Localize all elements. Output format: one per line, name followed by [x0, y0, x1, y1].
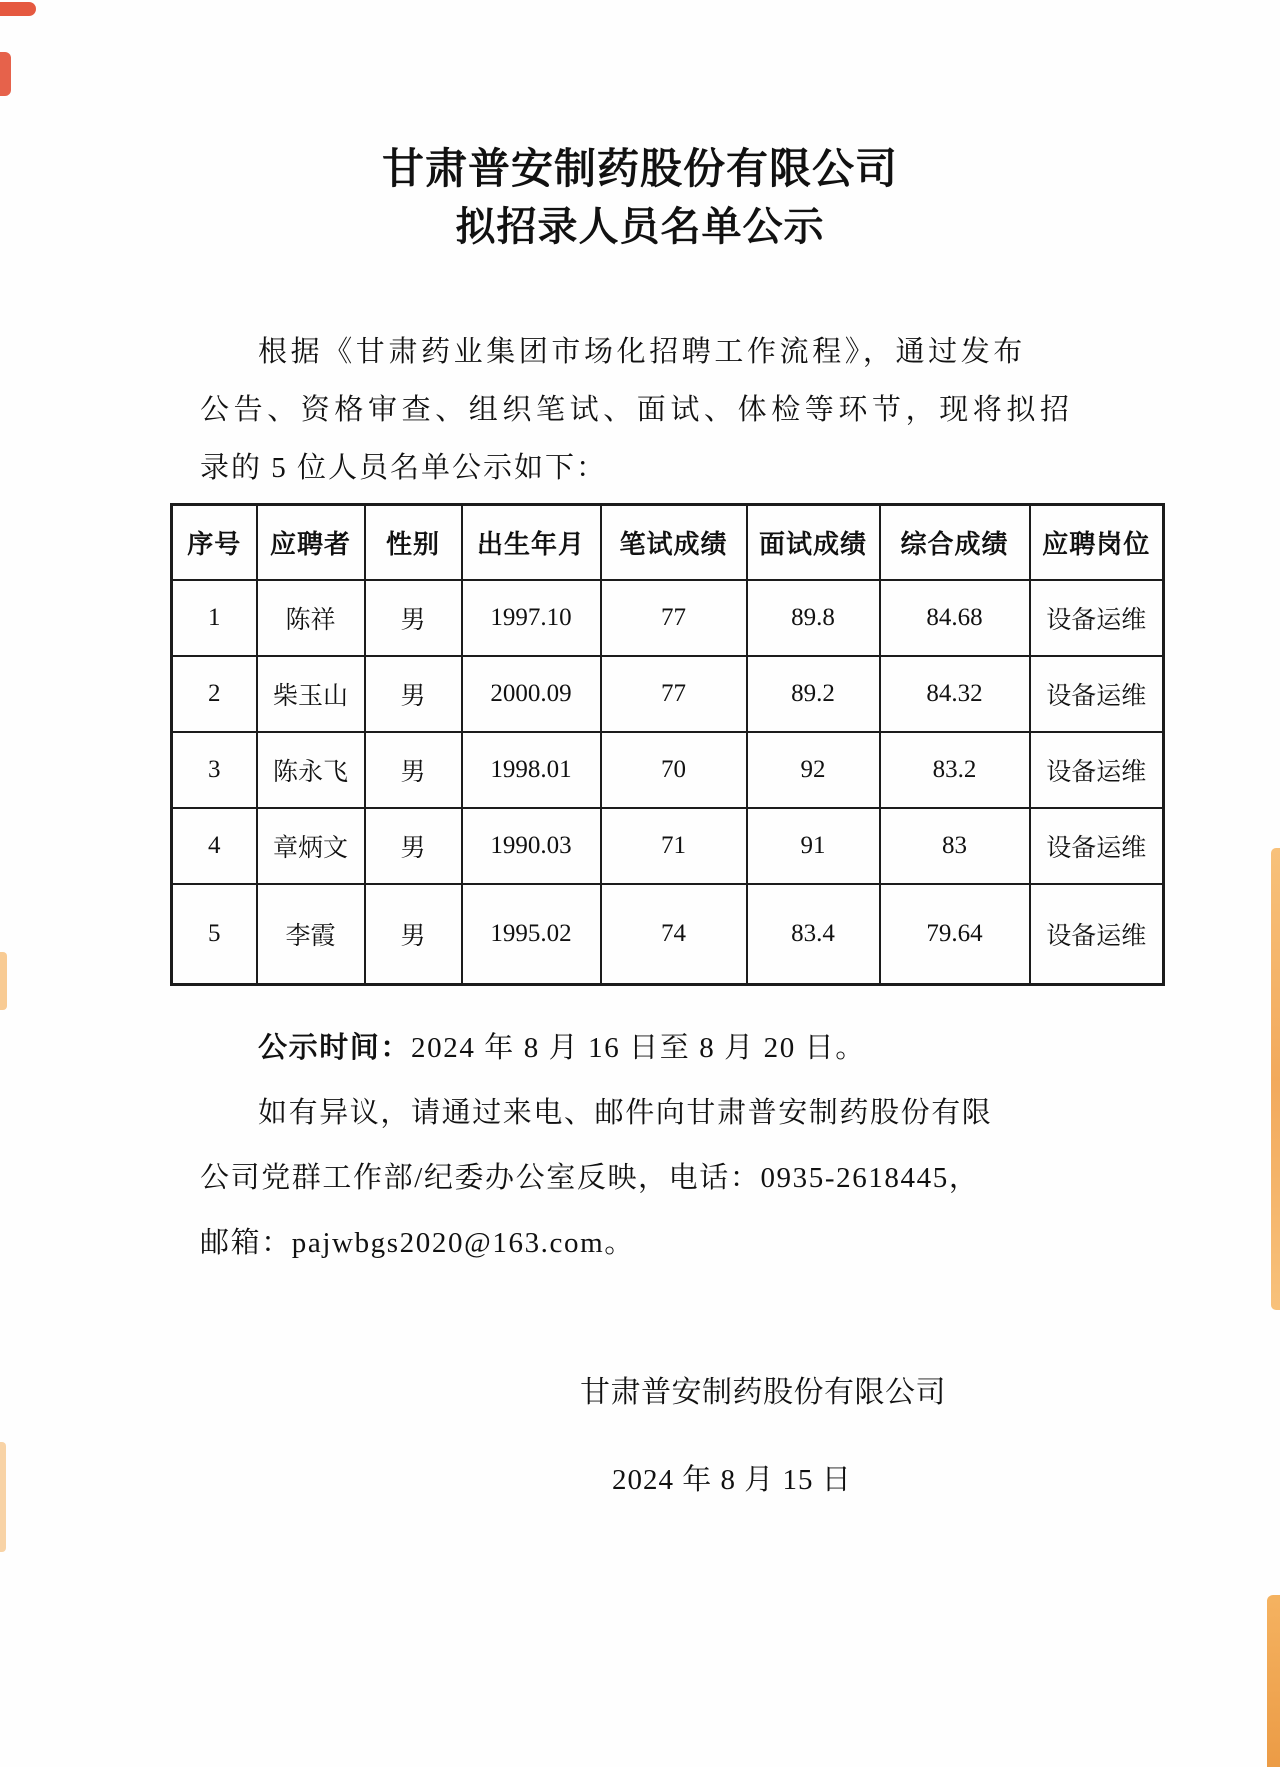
scan-artifact-top-left-1 [0, 2, 36, 16]
cell-seq: 2 [172, 656, 257, 732]
cell-written-score: 70 [601, 732, 747, 808]
scan-artifact-right-middle [1271, 848, 1280, 1310]
cell-gender: 男 [365, 884, 462, 985]
cell-written-score: 77 [601, 656, 747, 732]
doc-title-subject: 拟招录人员名单公示 [455, 204, 825, 249]
intro-line: 公告、资格审查、组织笔试、面试、体检等环节，现将拟招 [200, 394, 1074, 426]
cell-gender: 男 [365, 580, 462, 656]
cell-applicant: 柴玉山 [257, 656, 365, 732]
publicity-period-line [200, 1016, 1060, 1081]
cell-overall-score: 83 [880, 808, 1030, 884]
publicity-period-label: 公示时间： [258, 1032, 412, 1064]
header-cell-interview-score: 面试成绩 [747, 505, 880, 581]
cell-position: 设备运维 [1030, 732, 1164, 808]
cell-gender: 男 [365, 656, 462, 732]
cell-position: 设备运维 [1030, 656, 1164, 732]
header-cell-position: 应聘岗位 [1030, 505, 1164, 581]
intro-line: 录的 5 位人员名单公示如下： [200, 452, 608, 484]
scan-artifact-top-left-2 [0, 52, 11, 96]
cell-birth: 2000.09 [462, 656, 601, 732]
cell-interview-score: 91 [747, 808, 880, 884]
cell-birth: 1998.01 [462, 732, 601, 808]
signature-company: 甘肃普安制药股份有限公司 [580, 1376, 946, 1409]
cell-interview-score: 89.2 [747, 656, 880, 732]
cell-applicant: 李霞 [257, 884, 365, 985]
signature-block [0, 1371, 1280, 1501]
cell-applicant: 章炳文 [257, 808, 365, 884]
objection-line: 公司党群工作部/纪委办公室反映，电话：0935-2618445， [200, 1162, 980, 1194]
cell-seq: 1 [172, 580, 257, 656]
table-row [172, 808, 1164, 884]
objection-line: 如有异议，请通过来电、邮件向甘肃普安制药股份有限 [258, 1097, 993, 1129]
publicity-period-value: 2024 年 8 月 16 日至 8 月 20 日。 [411, 1032, 866, 1064]
header-cell-written-score: 笔试成绩 [601, 505, 747, 581]
header-cell-seq: 序号 [172, 505, 257, 581]
cell-position: 设备运维 [1030, 580, 1164, 656]
cell-seq: 5 [172, 884, 257, 985]
cell-applicant: 陈祥 [257, 580, 365, 656]
signature-date: 2024 年 8 月 15 日 [612, 1464, 852, 1496]
cell-position: 设备运维 [1030, 808, 1164, 884]
intro-paragraph [200, 323, 1074, 497]
header-cell-overall-score: 综合成绩 [880, 505, 1030, 581]
notice-block [200, 1016, 1060, 1276]
table-row [172, 656, 1164, 732]
cell-overall-score: 79.64 [880, 884, 1030, 985]
cell-overall-score: 83.2 [880, 732, 1030, 808]
cell-interview-score: 92 [747, 732, 880, 808]
candidate-roster-table [170, 503, 1165, 986]
cell-written-score: 77 [601, 580, 747, 656]
table-row [172, 732, 1164, 808]
table-row [172, 884, 1164, 985]
scan-artifact-right-bottom [1267, 1595, 1280, 1767]
header-cell-birth: 出生年月 [462, 505, 601, 581]
table-row [172, 580, 1164, 656]
cell-applicant: 陈永飞 [257, 732, 365, 808]
cell-gender: 男 [365, 732, 462, 808]
cell-overall-score: 84.68 [880, 580, 1030, 656]
cell-birth: 1995.02 [462, 884, 601, 985]
doc-title-company: 甘肃普安制药股份有限公司 [381, 147, 898, 193]
cell-birth: 1997.10 [462, 580, 601, 656]
cell-written-score: 74 [601, 884, 747, 985]
header-cell-applicant: 应聘者 [257, 505, 365, 581]
cell-written-score: 71 [601, 808, 747, 884]
scan-artifact-left-middle [0, 952, 7, 1010]
cell-seq: 4 [172, 808, 257, 884]
cell-interview-score: 83.4 [747, 884, 880, 985]
table-header-row [172, 505, 1164, 581]
cell-seq: 3 [172, 732, 257, 808]
header-cell-gender: 性别 [365, 505, 462, 581]
cell-overall-score: 84.32 [880, 656, 1030, 732]
cell-gender: 男 [365, 808, 462, 884]
cell-interview-score: 89.8 [747, 580, 880, 656]
cell-birth: 1990.03 [462, 808, 601, 884]
intro-line: 根据《甘肃药业集团市场化招聘工作流程》，通过发布 [258, 336, 1026, 368]
cell-position: 设备运维 [1030, 884, 1164, 985]
objection-line: 邮箱：pajwbgs2020@163.com。 [200, 1227, 635, 1259]
